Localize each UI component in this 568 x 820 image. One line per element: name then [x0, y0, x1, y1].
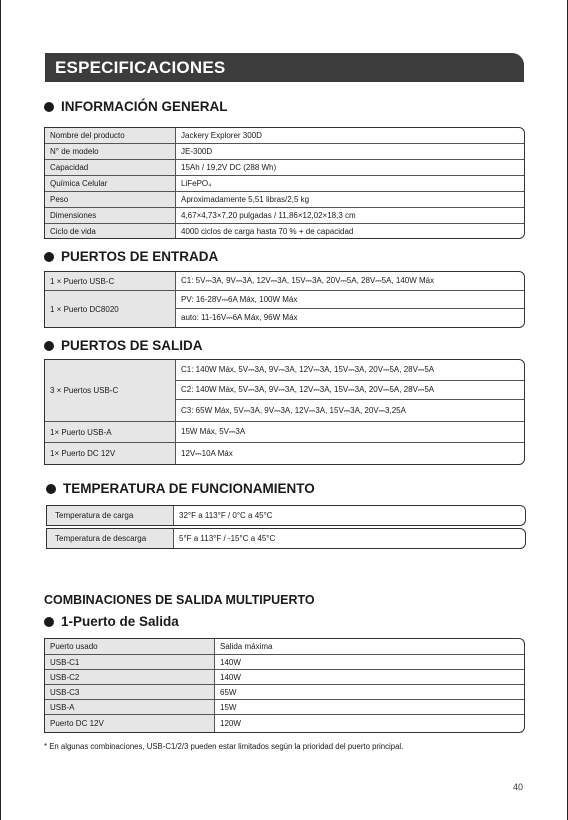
row-value: 140W [220, 672, 241, 682]
row-values [176, 291, 524, 327]
banner-title: ESPECIFICACIONES [55, 58, 226, 77]
row-value: 120W [220, 719, 241, 728]
row-label: Nombre del producto [45, 128, 176, 143]
combinations-heading: COMBINACIONES DE SALIDA MULTIPUERTO [44, 593, 315, 607]
table-row [45, 291, 524, 327]
row-label: USB-C2 [45, 670, 215, 684]
table-row [45, 176, 524, 192]
row-label: Dimensiones [45, 208, 176, 223]
output-ports-table [44, 359, 525, 465]
section-heading-general [44, 99, 228, 114]
column-header: Salida máxima [220, 642, 273, 651]
row-value: 4000 ciclos de carga hasta 70 % + de capacidad [181, 226, 354, 236]
row-label: 1× Puerto DC 12V [45, 443, 176, 464]
heading-text: INFORMACIÓN GENERAL [61, 99, 228, 114]
bullet-icon [44, 617, 54, 627]
table-row [45, 715, 524, 732]
row-value: 12V⎓10A Máx [181, 448, 233, 458]
temperature-discharge-row [46, 528, 526, 549]
heading-text: PUERTOS DE ENTRADA [61, 249, 219, 264]
page-number: 40 [513, 782, 524, 792]
column-header: Puerto usado [45, 639, 215, 654]
table-row [45, 655, 524, 670]
table-row [45, 360, 524, 422]
row-value: 15W Máx, 5V⎓3A [181, 427, 246, 436]
input-ports-table [44, 271, 525, 328]
table-row [45, 144, 524, 160]
row-label: Peso [45, 192, 176, 207]
row-label: 1× Puerto USB-A [45, 422, 176, 442]
section-heading-single-port [44, 614, 179, 629]
row-value: 5°F a 113°F / -15°C a 45°C [179, 534, 276, 543]
table-header-row [45, 639, 524, 655]
row-label: Ciclo de vida [45, 224, 176, 238]
heading-text: PUERTOS DE SALIDA [61, 338, 203, 353]
row-value: C2: 140W Máx, 5V⎓3A, 9V⎓3A, 12V⎓3A, 15V⎓3A, 20V⎓5A, 28V⎓5A [176, 381, 524, 401]
heading-text: 1-Puerto de Salida [61, 614, 179, 629]
table-row [45, 192, 524, 208]
bullet-icon [44, 102, 54, 112]
bullet-icon [46, 484, 56, 494]
general-info-table [44, 127, 525, 239]
row-value: 140W [220, 657, 241, 667]
row-label: USB-C3 [45, 685, 215, 699]
table-row [45, 208, 524, 224]
table-row [45, 224, 524, 238]
row-label: Química Celular [45, 176, 176, 191]
row-label: Capacidad [45, 160, 176, 175]
row-label: 3 × Puertos USB-C [45, 360, 176, 421]
specs-banner [45, 53, 524, 82]
row-value: Jackery Explorer 300D [181, 131, 262, 140]
row-value: LiFePO₄ [181, 179, 212, 188]
bullet-icon [44, 341, 54, 351]
page-border-left [0, 0, 1, 820]
table-row [45, 422, 524, 443]
row-label: Temperatura de carga [47, 506, 174, 525]
row-value: 15Ah / 19,2V DC (288 Wh) [181, 163, 277, 172]
row-label: USB-A [45, 700, 215, 714]
row-label: Temperatura de descarga [47, 529, 174, 548]
row-label: USB-C1 [45, 655, 215, 669]
row-values [176, 360, 524, 421]
table-row [45, 443, 524, 464]
row-value: C1: 5V⎓3A, 9V⎓3A, 12V⎓3A, 15V⎓3A, 20V⎓5A, 28V⎓5A, 140W Máx [181, 276, 435, 285]
row-value: C3: 65W Máx, 5V⎓3A, 9V⎓3A, 12V⎓3A, 15V⎓3A, 20V⎓3,25A [181, 405, 406, 415]
section-heading-output [44, 338, 203, 353]
row-value: 4,67×4,73×7,20 pulgadas / 11,86×12,02×18,3 cm [181, 211, 356, 220]
row-value: 32°F a 113°F / 0°C a 45°C [179, 511, 273, 520]
combinations-table [44, 638, 525, 733]
section-heading-temperature [46, 481, 315, 496]
temperature-charge-row [46, 505, 526, 526]
row-value: 65W [220, 687, 237, 697]
row-value: auto: 11-16V⎓6A Máx, 96W Máx [181, 313, 298, 322]
row-value: C1: 140W Máx, 5V⎓3A, 9V⎓3A, 12V⎓3A, 15V⎓3A, 20V⎓5A, 28V⎓5A [176, 360, 524, 381]
table-row [45, 700, 524, 715]
row-label: 1 × Puerto USB-C [45, 272, 176, 290]
footnote: * En algunas combinaciones, USB-C1/2/3 pueden estar limitados según la prioridad del puerto principal. [44, 742, 404, 751]
row-label: N° de modelo [45, 144, 176, 159]
row-label: 1 × Puerto DC8020 [45, 291, 176, 327]
table-row [45, 272, 524, 291]
row-value: Aproximadamente 5,51 libras/2,5 kg [181, 195, 310, 204]
table-row [45, 160, 524, 176]
row-value: JE-300D [181, 147, 213, 156]
row-label: Puerto DC 12V [45, 715, 215, 732]
row-value: 15W [220, 702, 237, 712]
row-value: PV: 16-28V⎓6A Máx, 100W Máx [176, 291, 524, 309]
table-row [45, 128, 524, 144]
bullet-icon [44, 252, 54, 262]
heading-text: TEMPERATURA DE FUNCIONAMIENTO [63, 481, 315, 496]
section-heading-input [44, 249, 218, 264]
table-row [45, 670, 524, 685]
table-row [45, 685, 524, 700]
